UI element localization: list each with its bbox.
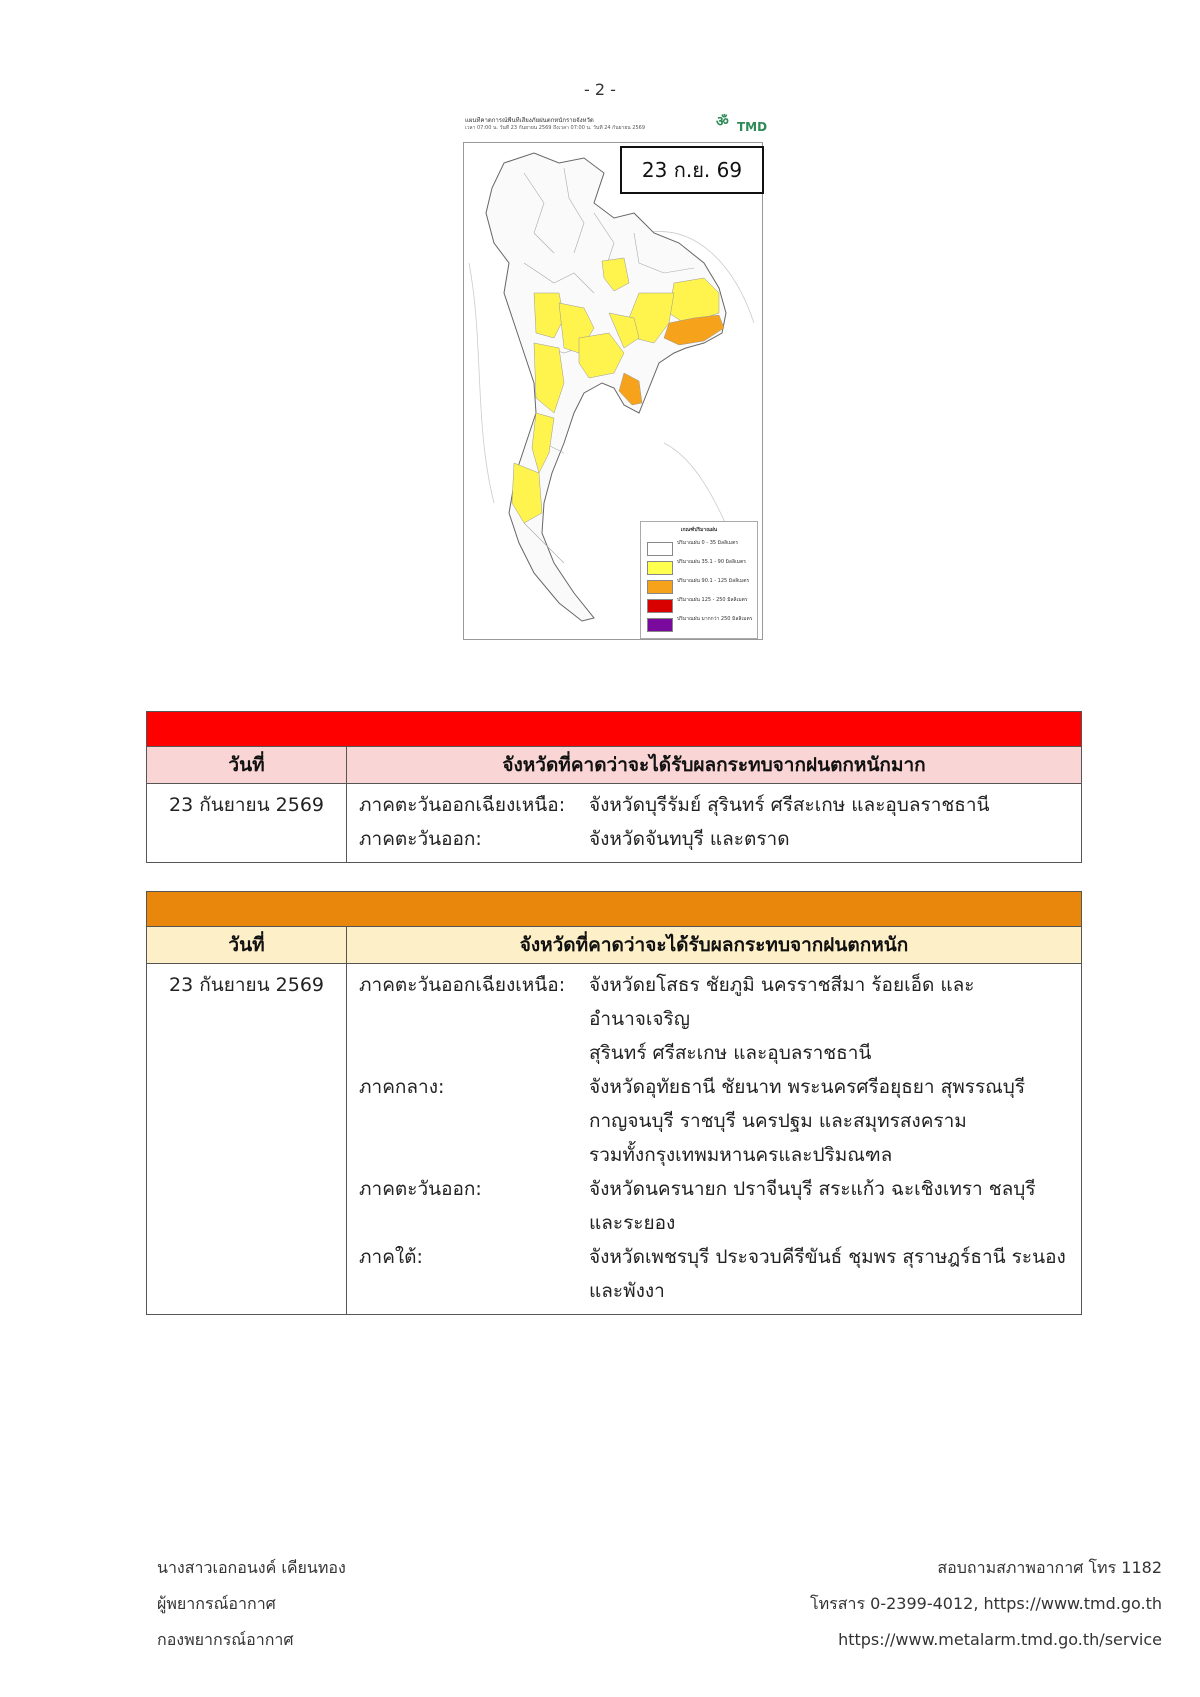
legend-label: ปริมาณฝน มากกว่า 250 มิลลิเมตร [677,616,753,622]
province-line: และพังงา [589,1280,665,1302]
map-date-label: 23 ก.ย. 69 [620,146,764,194]
date-cell: 23 กันยายน 2569 [147,784,347,863]
province-list: จังหวัดจันทบุรี และตราด [589,828,790,850]
province-line: จังหวัดเพชรบุรี ประจวบคีรีขันธ์ ชุมพร สุราษฎร์ธานี ระนอง [589,1246,1066,1268]
region-label: ภาคใต้: [359,1246,423,1268]
provinces-cell [347,784,1082,863]
region-label: ภาคตะวันออกเฉียงเหนือ: [359,974,566,996]
region-row [359,1070,1071,1172]
provinces-cell [347,964,1082,1315]
legend-swatch [647,580,673,594]
table-row [147,964,1082,1315]
tmd-logo-icon: ॐ [716,114,729,130]
contact-fax-website[interactable]: โทรสาร 0-2399-4012, https://www.tmd.go.th [810,1594,1162,1613]
heavy-rain-table [146,891,1082,1315]
province-line: และระยอง [589,1212,676,1234]
column-header-provinces: จังหวัดที่คาดว่าจะได้รับผลกระทบจากฝนตกหนักมาก [347,747,1082,784]
heavy-band [147,892,1082,927]
region-label: ภาคตะวันออก: [359,1178,482,1200]
forecaster-name: นางสาวเอกอนงค์ เคียนทอง [157,1558,346,1577]
province-list [589,968,1071,1070]
region-label: ภาคกลาง: [359,1076,445,1098]
page-number: - 2 - [584,80,616,99]
table-row [147,784,1082,863]
legend-item [647,616,753,632]
map-legend [640,521,758,639]
province-line: จังหวัดนครนายก ปราจีนบุรี สระแก้ว ฉะเชิงเทรา ชลบุรี [589,1178,1036,1200]
forecaster-division: กองพยากรณ์อากาศ [157,1630,294,1649]
map-subtitle: เวลา 07:00 น. วันที่ 23 กันยายน 2569 ถึงเวลา 07:00 น. วันที่ 24 กันยายน 2569 [465,125,646,131]
legend-swatch [647,618,673,632]
region-label: ภาคตะวันออกเฉียงเหนือ: [359,794,566,816]
column-header-provinces: จังหวัดที่คาดว่าจะได้รับผลกระทบจากฝนตกหนัก [347,927,1082,964]
province-line: จังหวัดยโสธร ชัยภูมิ นครราชสีมา ร้อยเอ็ด และอำนาจเจริญ [589,974,975,1030]
column-header-date: วันที่ [147,927,347,964]
legend-label: ปริมาณฝน 35.1 - 90 มิลลิเมตร [677,559,746,565]
contact-service-link[interactable]: https://www.metalarm.tmd.go.th/service [838,1630,1162,1649]
legend-label: ปริมาณฝน 125 - 250 มิลลิเมตร [677,597,748,603]
legend-title: เกณฑ์ปริมาณฝน [680,527,718,533]
footer-forecaster [157,1550,346,1658]
legend-swatch [647,542,673,556]
province-list [589,1070,1071,1172]
province-list [589,1172,1071,1240]
region-label: ภาคตะวันออก: [359,828,482,850]
legend-swatch [647,561,673,575]
province-list [589,1240,1071,1308]
province-line: จังหวัดอุทัยธานี ชัยนาท พระนครศรีอยุธยา สุพรรณบุรี [589,1076,1026,1098]
table-header [147,747,1082,784]
very-heavy-rain-table [146,711,1082,863]
region-row [359,1240,1071,1308]
map-title: แผนที่คาดการณ์พื้นที่เสี่ยงภัยฝนตกหนักรายจังหวัด [465,117,594,124]
region-row [359,822,1071,856]
column-header-date: วันที่ [147,747,347,784]
very-heavy-band [147,712,1082,747]
legend-item [647,578,753,594]
date-cell: 23 กันยายน 2569 [147,964,347,1315]
map-frame [463,142,763,640]
table-header [147,927,1082,964]
legend-label: ปริมาณฝน 90.1 - 125 มิลลิเมตร [677,578,750,584]
footer-contact [810,1550,1162,1658]
rainfall-risk-map [463,108,768,640]
region-row [359,968,1071,1070]
province-line: สุรินทร์ ศรีสะเกษ และอุบลราชธานี [589,1042,872,1064]
legend-label: ปริมาณฝน 0 - 35 มิลลิเมตร [677,540,739,546]
map-header [463,108,768,142]
tmd-logo-text: TMD [737,120,768,134]
legend-swatch [647,599,673,613]
legend-item [647,597,753,613]
province-list: จังหวัดบุรีรัมย์ สุรินทร์ ศรีสะเกษ และอุบลราชธานี [589,794,990,816]
region-row [359,1172,1071,1240]
legend-item [647,540,753,556]
region-row [359,788,1071,822]
legend-item [647,559,753,575]
forecaster-title: ผู้พยากรณ์อากาศ [157,1594,276,1613]
province-line: กาญจนบุรี ราชบุรี นครปฐม และสมุทรสงคราม [589,1110,967,1132]
province-line: รวมทั้งกรุงเทพมหานครและปริมณฑล [589,1144,893,1166]
contact-phone: สอบถามสภาพอากาศ โทร 1182 [937,1558,1162,1577]
